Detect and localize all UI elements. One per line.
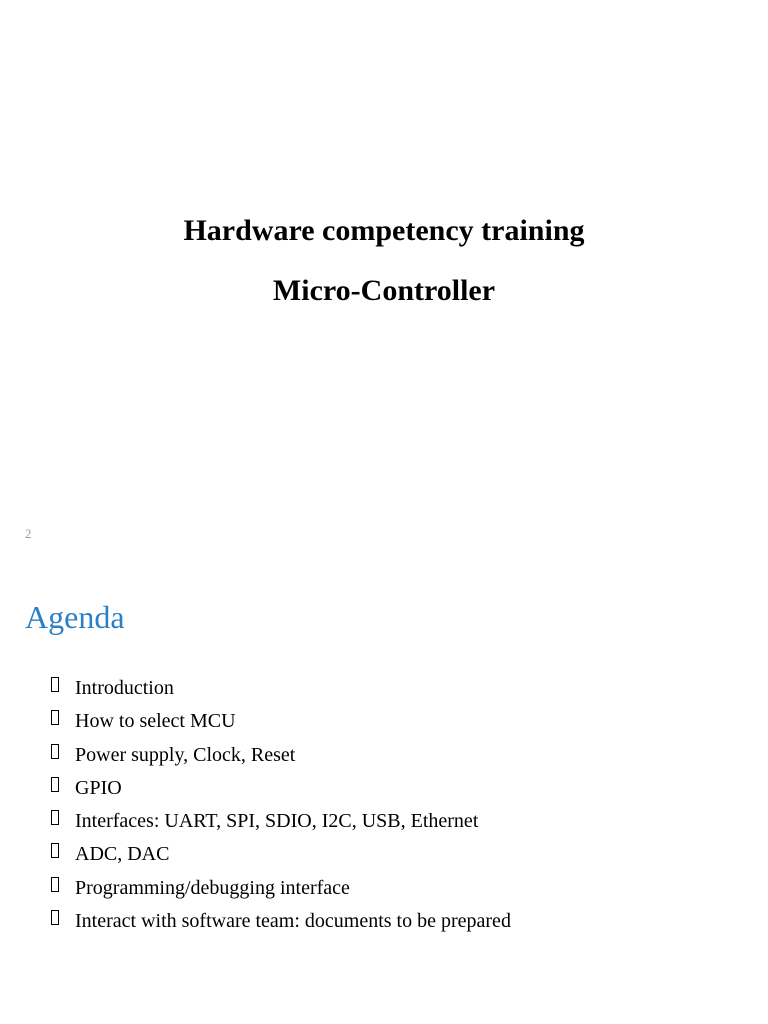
missing-glyph-box-icon [51,810,59,825]
missing-glyph-box-icon [51,710,59,725]
missing-glyph-box-icon [51,744,59,759]
page-number: 2 [25,526,32,541]
missing-glyph-box-icon [51,677,59,692]
document-subtitle: Micro-Controller [272,274,496,307]
agenda-item [0,709,768,742]
agenda-item-text: GPIO [75,776,122,799]
missing-glyph-box-icon [51,910,59,925]
agenda-item-text: ADC, DAC [75,843,170,866]
agenda-item [0,776,768,809]
agenda-heading: Agenda [25,599,125,635]
agenda-item [0,743,768,776]
agenda-list [0,676,768,942]
agenda-item [0,909,768,942]
agenda-item [0,809,768,842]
missing-glyph-box-icon [51,843,59,858]
agenda-item [0,676,768,709]
document-title: Hardware competency training [183,214,585,247]
agenda-item-text: Introduction [75,677,174,699]
agenda-item-text: How to select MCU [75,710,236,733]
agenda-item [0,876,768,909]
missing-glyph-box-icon [51,777,59,792]
agenda-item [0,842,768,875]
agenda-item-text: Interact with software team: documents to be prepared [75,910,511,933]
agenda-item-text: Programming/debugging interface [75,876,350,899]
agenda-item-text: Interfaces: UART, SPI, SDIO, I2C, USB, Ethernet [75,810,479,833]
agenda-item-text: Power supply, Clock, Reset [75,743,296,766]
missing-glyph-box-icon [51,877,59,892]
